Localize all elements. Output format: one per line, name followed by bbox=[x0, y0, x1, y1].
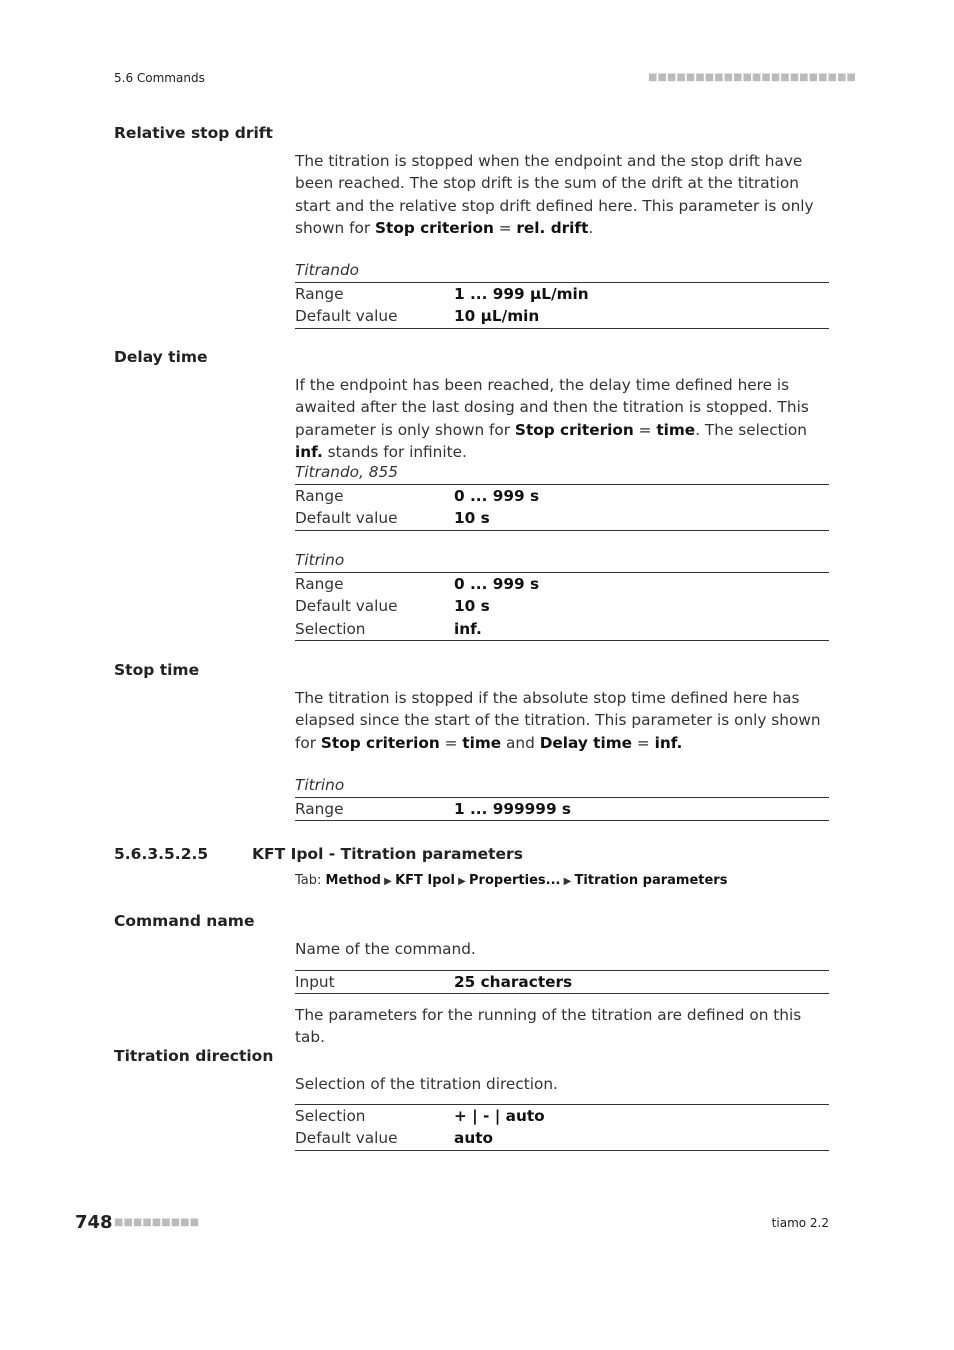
param-value: inf. bbox=[454, 619, 482, 638]
bold-term: rel. drift bbox=[516, 219, 589, 238]
param-value: auto bbox=[454, 1129, 494, 1148]
param-value: 10 s bbox=[454, 509, 490, 528]
text-run: The titration is stopped when the endpoint and the stop drift have been reached. The stop drift is the sum of the drift at the titration start and the relative stop drift defined here. This parameter is only shown for bbox=[295, 152, 814, 238]
para-delay-time bbox=[295, 374, 835, 464]
section-number: 5.6.3.5.2.5 bbox=[114, 845, 209, 863]
footer-decoration: ■■■■■■■■■ bbox=[114, 1217, 200, 1228]
table-caption: Titrando bbox=[295, 261, 360, 279]
param-value: 0 ... 999 s bbox=[454, 575, 540, 593]
table-row bbox=[295, 1105, 829, 1127]
text-run: and bbox=[501, 733, 540, 752]
table-row bbox=[295, 1127, 829, 1149]
table-row bbox=[295, 305, 829, 327]
param-label: Range bbox=[295, 800, 344, 818]
table-row bbox=[295, 485, 829, 507]
param-value: 10 µL/min bbox=[454, 307, 540, 326]
bold-term: Delay time bbox=[539, 733, 633, 752]
table-caption: Titrino bbox=[295, 776, 345, 794]
table-caption: Titrando, 855 bbox=[295, 463, 398, 481]
table-caption: Titrino bbox=[295, 551, 345, 569]
param-label: Input bbox=[295, 973, 335, 991]
param-label: Default value bbox=[295, 509, 398, 528]
tab-breadcrumb bbox=[295, 873, 727, 888]
table-body bbox=[295, 797, 829, 821]
footer-product: tiamo 2.2 bbox=[771, 1216, 829, 1230]
text-run: = bbox=[493, 219, 517, 238]
heading-relative-stop-drift: Relative stop drift bbox=[114, 124, 273, 142]
text-run: If the endpoint has been reached, the delay time defined here is awaited after the last dosing and then the titration is stopped. This parameter is only shown for bbox=[295, 376, 809, 439]
table-delay-time-titrino bbox=[295, 549, 829, 641]
section-title: KFT Ipol - Titration parameters bbox=[252, 845, 523, 863]
text-run: The titration is stopped if the absolute stop time defined here has elapsed since the start of the titration. This parameter is only shown for bbox=[295, 689, 821, 752]
param-label: Range bbox=[295, 285, 344, 303]
text-run: stands for infinite. bbox=[322, 443, 467, 462]
param-value: 0 ... 999 s bbox=[454, 487, 540, 505]
running-header-section: 5.6 Commands bbox=[114, 71, 205, 85]
table-delay-time-titrando bbox=[295, 461, 829, 531]
table-row bbox=[295, 971, 829, 993]
bold-term: Stop criterion bbox=[514, 420, 634, 439]
table-body bbox=[295, 282, 829, 329]
bold-term: inf. bbox=[295, 443, 323, 462]
table-row bbox=[295, 283, 829, 305]
header-decoration: ■■■■■■■■■■■■■■■■■■■■■■ bbox=[648, 72, 856, 83]
bold-term: inf. bbox=[654, 733, 683, 752]
breadcrumb-arrow-icon: ▶ bbox=[560, 876, 575, 887]
text-run: = bbox=[632, 733, 655, 752]
tab-prefix: Tab: bbox=[295, 873, 326, 888]
text-run: . bbox=[588, 219, 594, 238]
table-body bbox=[295, 970, 829, 994]
page-number: 748 bbox=[75, 1212, 113, 1233]
param-label: Default value bbox=[295, 597, 398, 616]
table-row bbox=[295, 595, 829, 617]
param-value: 1 ... 999 µL/min bbox=[454, 285, 589, 303]
param-value: 1 ... 999999 s bbox=[454, 800, 572, 818]
param-label: Range bbox=[295, 487, 344, 505]
para-command-name: Name of the command. bbox=[295, 940, 476, 958]
breadcrumb-arrow-icon: ▶ bbox=[454, 876, 470, 887]
heading-titration-direction: Titration direction bbox=[114, 1047, 274, 1065]
param-label: Range bbox=[295, 575, 344, 593]
table-command-name bbox=[295, 970, 829, 994]
param-label: Default value bbox=[295, 1129, 398, 1148]
table-row bbox=[295, 798, 829, 820]
table-relative-stop-drift-titrando bbox=[295, 259, 829, 329]
breadcrumb-arrow-icon: ▶ bbox=[381, 876, 396, 887]
table-body bbox=[295, 1104, 829, 1151]
para-command-name-after: The parameters for the running of the titration are defined on this tab. bbox=[295, 1006, 802, 1047]
param-label: Selection bbox=[295, 1107, 366, 1125]
breadcrumb-item: Properties... bbox=[469, 873, 561, 888]
table-row bbox=[295, 618, 829, 640]
param-value: 10 s bbox=[454, 597, 490, 616]
table-titration-direction bbox=[295, 1104, 829, 1151]
para-relative-stop-drift bbox=[295, 150, 835, 240]
para-stop-time bbox=[295, 687, 835, 754]
breadcrumb-item: Method bbox=[325, 873, 381, 888]
bold-term: time bbox=[462, 733, 502, 752]
table-body bbox=[295, 484, 829, 531]
param-label: Selection bbox=[295, 619, 366, 638]
bold-term: Stop criterion bbox=[375, 219, 494, 238]
table-row bbox=[295, 573, 829, 595]
heading-delay-time: Delay time bbox=[114, 348, 208, 366]
breadcrumb-item: Titration parameters bbox=[574, 873, 728, 888]
bold-term: time bbox=[656, 420, 696, 439]
param-label: Default value bbox=[295, 307, 398, 326]
bold-term: Stop criterion bbox=[320, 733, 440, 752]
heading-command-name: Command name bbox=[114, 912, 255, 930]
text-run: . The selection bbox=[695, 420, 807, 439]
table-body bbox=[295, 572, 829, 641]
text-run: = bbox=[439, 733, 463, 752]
para-titration-direction: Selection of the titration direction. bbox=[295, 1075, 558, 1093]
table-row bbox=[295, 507, 829, 529]
text-run: = bbox=[633, 420, 657, 439]
param-value: + | - | auto bbox=[454, 1107, 545, 1125]
param-value: 25 characters bbox=[454, 973, 573, 991]
breadcrumb-item: KFT Ipol bbox=[395, 873, 455, 888]
table-stop-time-titrino bbox=[295, 774, 829, 821]
heading-stop-time: Stop time bbox=[114, 661, 200, 679]
